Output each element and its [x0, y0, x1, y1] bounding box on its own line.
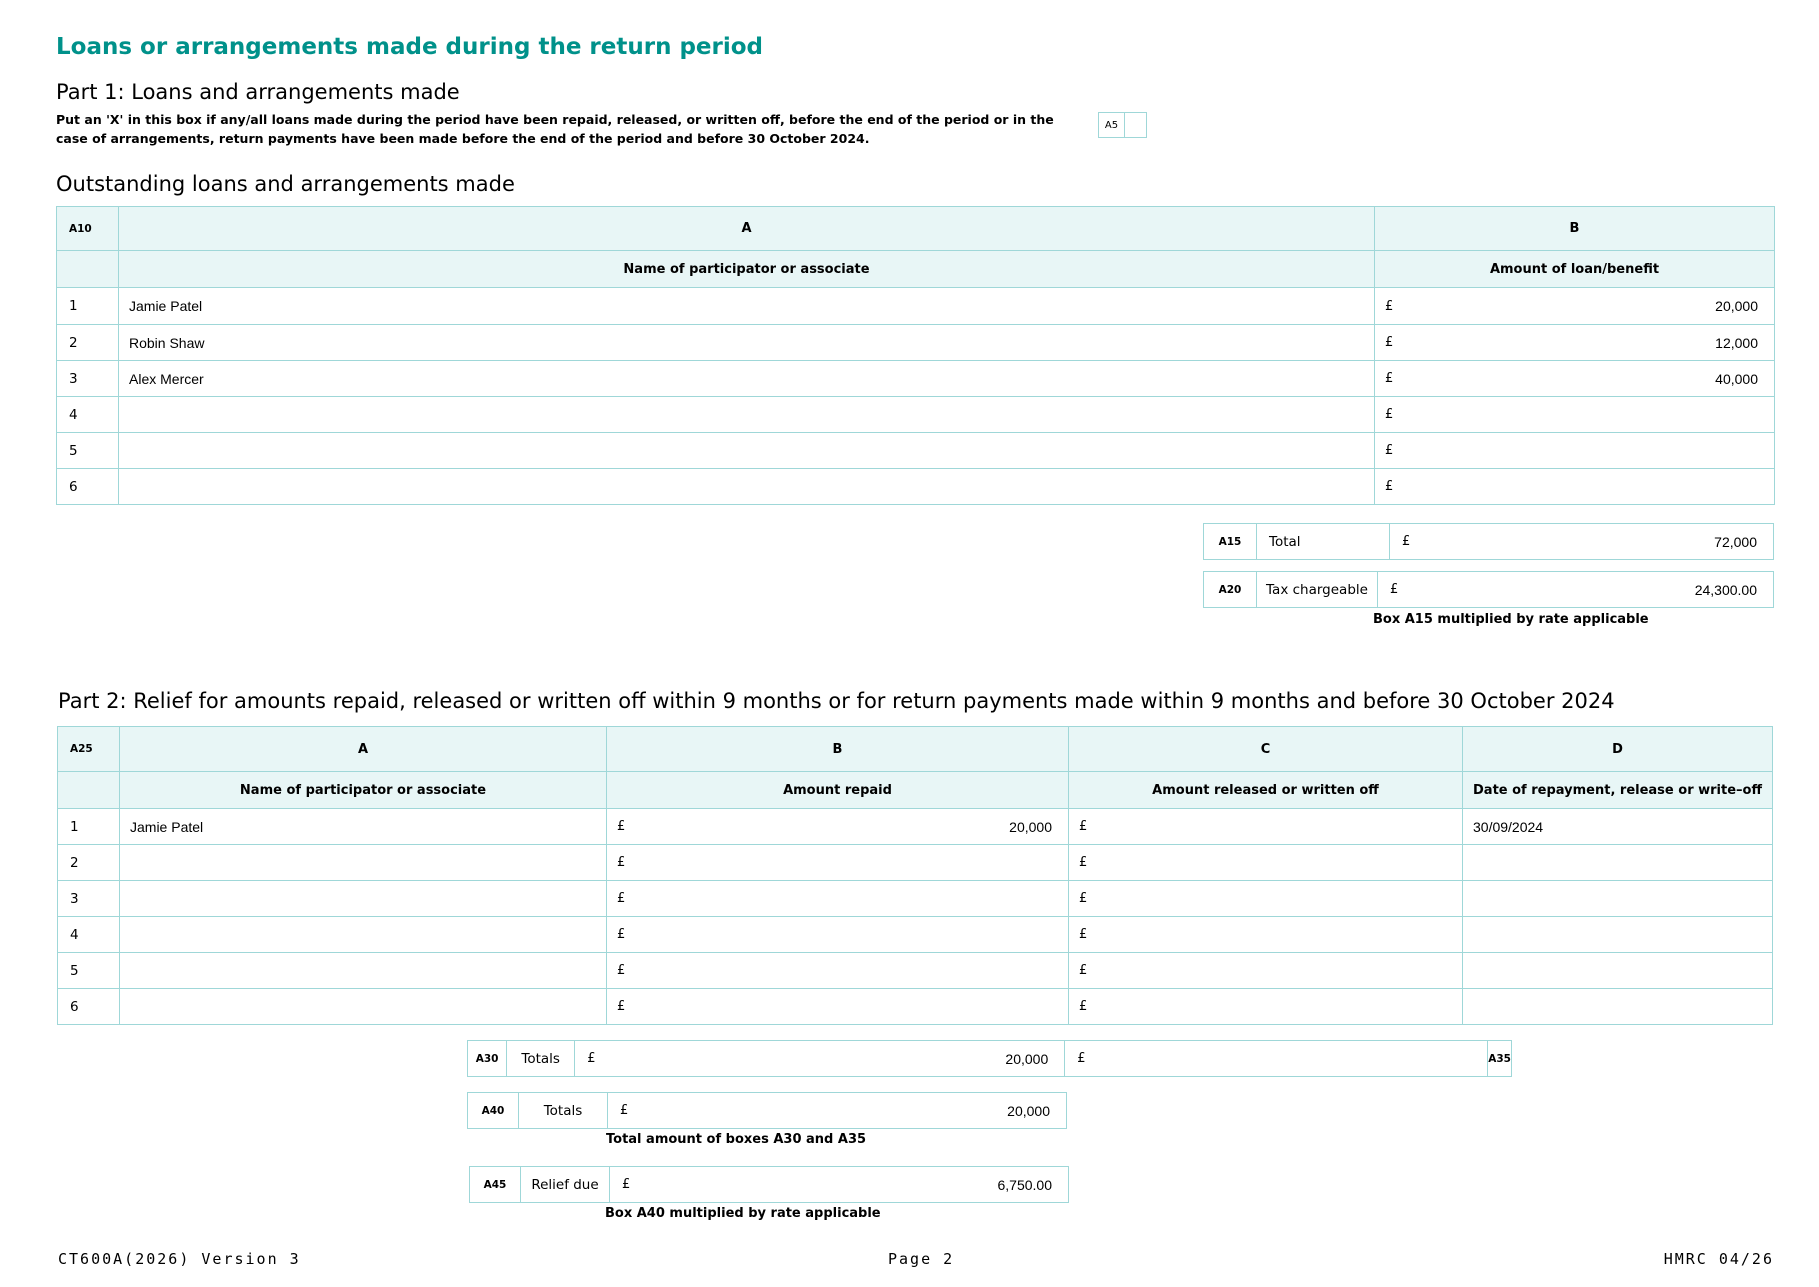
table-row [58, 989, 1773, 1025]
table-row [58, 809, 1773, 845]
row-number: 5 [58, 953, 120, 989]
currency-symbol: £ [587, 1051, 596, 1066]
a45-code: A45 [470, 1167, 521, 1202]
a20-code: A20 [1204, 572, 1257, 607]
date-field[interactable] [1463, 989, 1773, 1025]
col-a-label: Name of participator or associate [120, 772, 607, 809]
row-number: 3 [58, 881, 120, 917]
a15-total-value: 72,000 [1714, 533, 1757, 550]
loan-amount-field[interactable] [1375, 325, 1775, 361]
amount-released-field[interactable] [1069, 845, 1463, 881]
a35-released-field[interactable] [1065, 1041, 1488, 1076]
a45-relief-box [469, 1166, 1069, 1203]
currency-symbol: £ [620, 1103, 629, 1118]
a30-code: A30 [468, 1041, 507, 1076]
currency-symbol: £ [1077, 1051, 1086, 1066]
loan-amount: 12,000 [1715, 334, 1758, 351]
a45-relief-field[interactable] [610, 1167, 1068, 1202]
participator-name-field[interactable]: Jamie Patel [119, 288, 1375, 325]
loan-amount: 20,000 [1715, 298, 1758, 314]
amount-repaid-field[interactable] [607, 989, 1069, 1025]
participator-name-field[interactable] [120, 881, 607, 917]
currency-symbol: £ [1385, 443, 1394, 458]
a30-repaid-value: 20,000 [1005, 1050, 1049, 1067]
col-b-label: Amount repaid [607, 772, 1069, 809]
row-number: 4 [57, 397, 119, 433]
date-field[interactable] [1463, 845, 1773, 881]
amount-released-field[interactable] [1069, 953, 1463, 989]
row-number: 6 [58, 989, 120, 1025]
a20-tax-box [1203, 571, 1774, 608]
loan-amount: 40,000 [1715, 370, 1758, 387]
date-field[interactable] [1463, 881, 1773, 917]
loans-table [56, 206, 1775, 505]
relief-due-label: Relief due [521, 1167, 610, 1202]
currency-symbol: £ [1079, 927, 1088, 942]
loan-amount-field[interactable] [1375, 288, 1775, 325]
participator-name-field[interactable]: Jamie Patel [120, 809, 607, 845]
part2-heading: Part 2: Relief for amounts repaid, released or written off within 9 months or for return payments made within 9 months and before 30 October 2024 [58, 689, 1615, 713]
currency-symbol: £ [617, 999, 626, 1014]
amount-repaid-field[interactable] [607, 845, 1069, 881]
table-row [58, 953, 1773, 989]
a20-tax-value: 24,300.00 [1694, 581, 1757, 598]
loan-amount-field[interactable] [1375, 397, 1775, 433]
participator-name-field[interactable] [119, 397, 1375, 433]
loan-amount-field[interactable] [1375, 361, 1775, 397]
amount-released-field[interactable] [1069, 881, 1463, 917]
blank-header-cell [58, 772, 120, 809]
a45-relief-value: 6,750.00 [997, 1176, 1052, 1193]
row-number: 2 [57, 325, 119, 361]
amount-released-field[interactable] [1069, 989, 1463, 1025]
page-title: Loans or arrangements made during the return period [56, 34, 764, 60]
participator-name-field[interactable]: Alex Mercer [119, 361, 1375, 397]
part1-heading: Part 1: Loans and arrangements made [56, 80, 460, 104]
totals-label: Totals [519, 1093, 608, 1128]
table-row [57, 325, 1775, 361]
part1-instruction: Put an 'X' in this box if any/all loans made during the period have been repaid, released, or written off, before the end of the period or in the case of arrangements, return payments have been made before the end of the period and before 30 October 2024. [56, 112, 1054, 146]
table-row [57, 361, 1775, 397]
a20-tax-field[interactable] [1378, 572, 1773, 607]
table-row [57, 397, 1775, 433]
col-d-letter: D [1463, 727, 1773, 772]
participator-name-field[interactable]: Robin Shaw [119, 325, 1375, 361]
a35-code: A35 [1488, 1052, 1511, 1065]
date-field[interactable] [1463, 953, 1773, 989]
blank-header-cell [57, 251, 119, 288]
currency-symbol: £ [1385, 479, 1394, 494]
table-row [58, 845, 1773, 881]
participator-name-field[interactable] [119, 433, 1375, 469]
loan-amount-field[interactable] [1375, 469, 1775, 505]
col-b-letter: B [1375, 207, 1775, 251]
currency-symbol: £ [1079, 819, 1088, 834]
a40-total-field[interactable] [608, 1093, 1066, 1128]
a5-box[interactable] [1125, 113, 1146, 137]
currency-symbol: £ [617, 819, 626, 834]
col-c-label: Amount released or written off [1069, 772, 1463, 809]
amount-repaid-field[interactable] [607, 917, 1069, 953]
participator-name-field[interactable] [120, 917, 607, 953]
table-row [58, 917, 1773, 953]
tax-chargeable-label: Tax chargeable [1257, 572, 1378, 607]
amount-released-field[interactable] [1069, 809, 1463, 845]
a5-code: A5 [1099, 113, 1125, 137]
currency-symbol: £ [1079, 855, 1088, 870]
col-a-letter: A [119, 207, 1375, 251]
currency-symbol: £ [1385, 298, 1394, 314]
table-row [57, 433, 1775, 469]
a30-repaid-field[interactable] [575, 1041, 1065, 1076]
row-number: 4 [58, 917, 120, 953]
page-number: Page 2 [888, 1250, 955, 1268]
form-version: CT600A(2026) Version 3 [58, 1250, 301, 1268]
a40-note: Total amount of boxes A30 and A35 [606, 1132, 867, 1147]
row-number: 2 [58, 845, 120, 881]
a25-code: A25 [58, 727, 120, 772]
a30-totals-box [467, 1040, 1512, 1077]
currency-symbol: £ [617, 927, 626, 942]
currency-symbol: £ [1402, 534, 1411, 549]
currency-symbol: £ [1079, 963, 1088, 978]
table-row [57, 469, 1775, 505]
row-number: 6 [57, 469, 119, 505]
a40-total-value: 20,000 [1007, 1102, 1050, 1119]
a15-total-box [1203, 523, 1774, 560]
currency-symbol: £ [622, 1177, 631, 1192]
a40-code: A40 [468, 1093, 519, 1128]
row-number: 3 [57, 361, 119, 397]
col-c-letter: C [1069, 727, 1463, 772]
currency-symbol: £ [617, 891, 626, 906]
currency-symbol: £ [1079, 891, 1088, 906]
col-b-letter: B [607, 727, 1069, 772]
hmrc-date: HMRC 04/26 [1663, 1250, 1774, 1268]
row-number: 5 [57, 433, 119, 469]
participator-name-field[interactable] [120, 989, 607, 1025]
col-d-label: Date of repayment, release or write–off [1463, 772, 1773, 809]
currency-symbol: £ [1385, 407, 1394, 422]
a15-code: A15 [1204, 524, 1257, 559]
currency-symbol: £ [1079, 999, 1088, 1014]
a5-checkbox[interactable] [1098, 112, 1147, 138]
col-a-label: Name of participator or associate [119, 251, 1375, 288]
col-b-label: Amount of loan/benefit [1375, 251, 1775, 288]
amount-repaid: 20,000 [1009, 818, 1052, 835]
currency-symbol: £ [617, 963, 626, 978]
col-a-letter: A [120, 727, 607, 772]
date-field[interactable] [1463, 917, 1773, 953]
amount-released-field[interactable] [1069, 917, 1463, 953]
amount-repaid-field[interactable] [607, 809, 1069, 845]
participator-name-field[interactable] [120, 845, 607, 881]
a45-note: Box A40 multiplied by rate applicable [605, 1206, 881, 1221]
total-label: Total [1257, 524, 1390, 559]
a10-code: A10 [57, 207, 119, 251]
row-number: 1 [58, 809, 120, 845]
participator-name-field[interactable] [119, 469, 1375, 505]
currency-symbol: £ [1385, 371, 1394, 386]
amount-repaid-field[interactable] [607, 953, 1069, 989]
a20-note: Box A15 multiplied by rate applicable [1373, 612, 1649, 627]
row-number: 1 [57, 288, 119, 325]
currency-symbol: £ [617, 855, 626, 870]
a40-totals-box [467, 1092, 1067, 1129]
currency-symbol: £ [1385, 335, 1394, 350]
currency-symbol: £ [1390, 582, 1399, 597]
amount-repaid-field[interactable] [607, 881, 1069, 917]
totals-label: Totals [507, 1041, 575, 1076]
date-field[interactable]: 30/09/2024 [1463, 809, 1773, 845]
relief-table [57, 726, 1773, 1025]
table-row [58, 881, 1773, 917]
loan-amount-field[interactable] [1375, 433, 1775, 469]
outstanding-heading: Outstanding loans and arrangements made [56, 172, 515, 196]
a15-total-field[interactable] [1390, 524, 1773, 559]
table-row [57, 288, 1775, 325]
participator-name-field[interactable] [120, 953, 607, 989]
